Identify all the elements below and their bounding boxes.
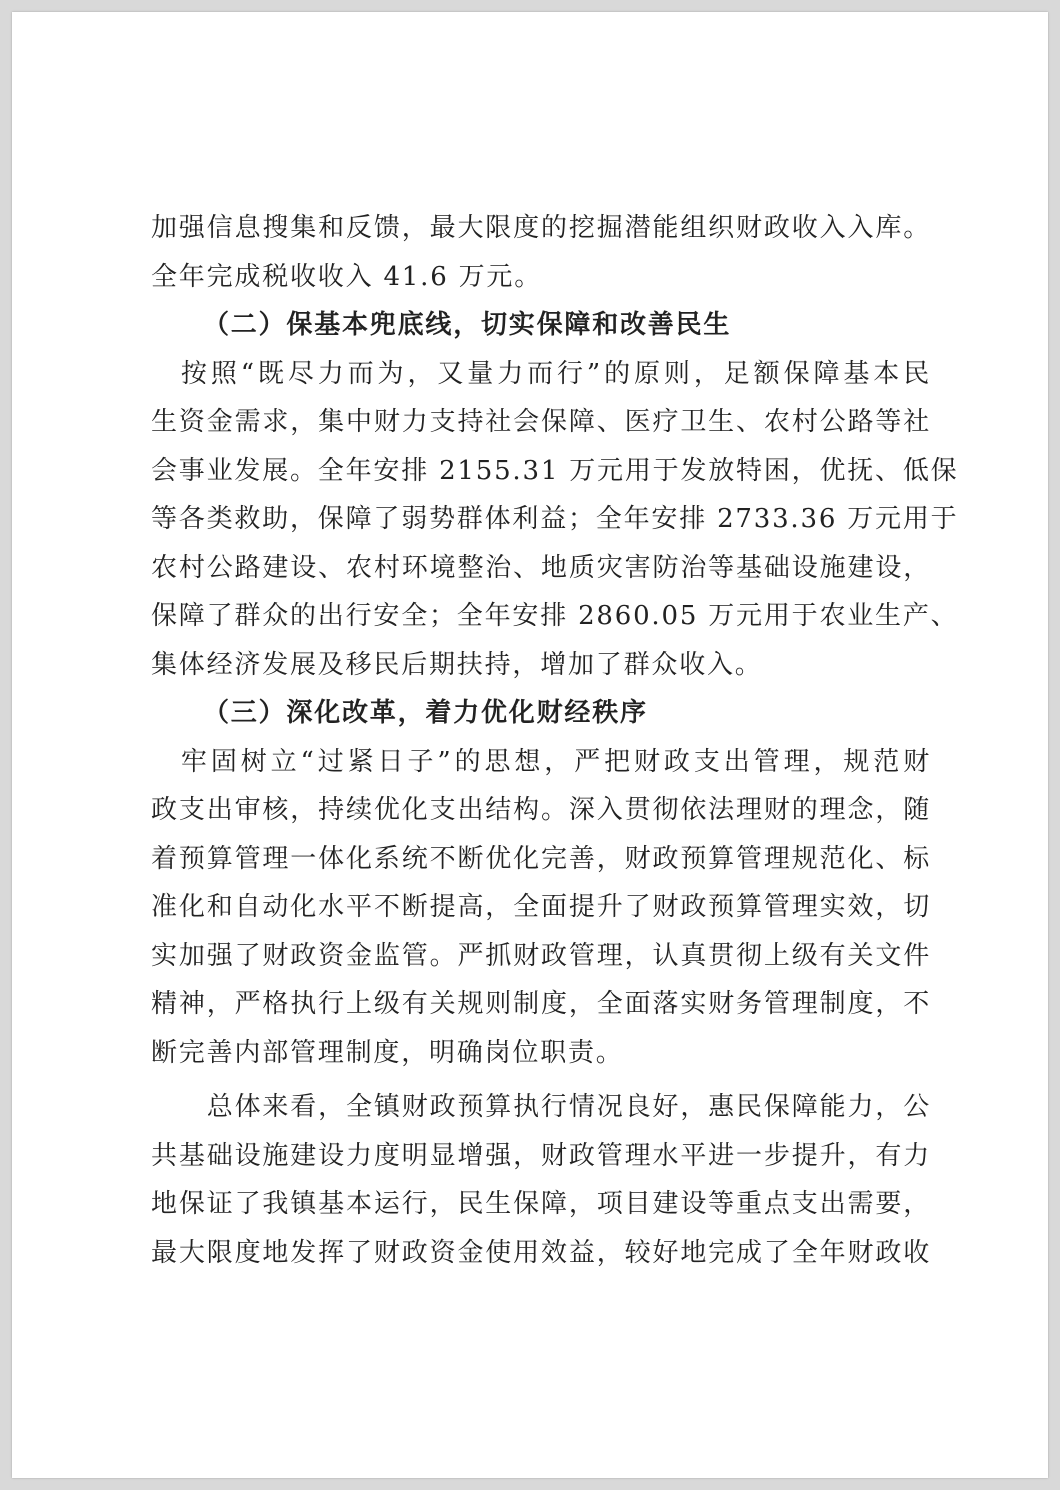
text-line: 保障了群众的出行安全；全年安排 2860.05 万元用于农业生产、 xyxy=(151,601,959,631)
section-heading-3: （三）深化改革，着力优化财经秩序 xyxy=(203,698,648,728)
section-heading-2: （二）保基本兜底线，切实保障和改善民生 xyxy=(203,310,732,340)
text-line: 加强信息搜集和反馈，最大限度的挖掘潜能组织财政收入入库。 xyxy=(151,213,931,243)
document-body xyxy=(151,204,959,1277)
text-line: 等各类救助，保障了弱势群体利益；全年安排 2733.36 万元用于 xyxy=(151,504,959,534)
text-line: 实加强了财政资金监管。严抓财政管理，认真贯彻上级有关文件 xyxy=(151,940,931,971)
text-line: 集体经济发展及移民后期扶持，增加了群众收入。 xyxy=(151,649,763,680)
text-line: 着预算管理一体化系统不断优化完善，财政预算管理规范化、标 xyxy=(151,843,931,874)
text-line: 地保证了我镇基本运行，民生保障，项目建设等重点支出需要， xyxy=(151,1189,931,1219)
text-line: 会事业发展。全年安排 2155.31 万元用于发放特困，优抚、低保 xyxy=(151,455,959,486)
document-page xyxy=(12,12,1048,1478)
text-line: 按照“既尽力而为，又量力而行”的原则，足额保障基本民 xyxy=(151,358,931,389)
text-line: 农村公路建设、农村环境整治、地质灾害防治等基础设施建设， xyxy=(151,552,931,583)
text-line: 精神，严格执行上级有关规则制度，全面落实财务管理制度，不 xyxy=(151,989,931,1019)
text-line: 全年完成税收收入 41.6 万元。 xyxy=(151,261,543,292)
text-line: 最大限度地发挥了财政资金使用效益，较好地完成了全年财政收 xyxy=(151,1237,931,1268)
text-line: 共基础设施建设力度明显增强，财政管理水平进一步提升，有力 xyxy=(151,1140,931,1171)
text-line: 政支出审核，持续优化支出结构。深入贯彻依法理财的理念，随 xyxy=(151,795,931,825)
text-line: 生资金需求，集中财力支持社会保障、医疗卫生、农村公路等社 xyxy=(151,407,931,437)
text-line: 总体来看，全镇财政预算执行情况良好，惠民保障能力，公 xyxy=(151,1092,931,1122)
text-line: 牢固树立“过紧日子”的思想，严把财政支出管理，规范财 xyxy=(151,746,931,777)
text-line: 断完善内部管理制度，明确岗位职责。 xyxy=(151,1037,624,1068)
text-line: 准化和自动化水平不断提高，全面提升了财政预算管理实效，切 xyxy=(151,892,931,922)
